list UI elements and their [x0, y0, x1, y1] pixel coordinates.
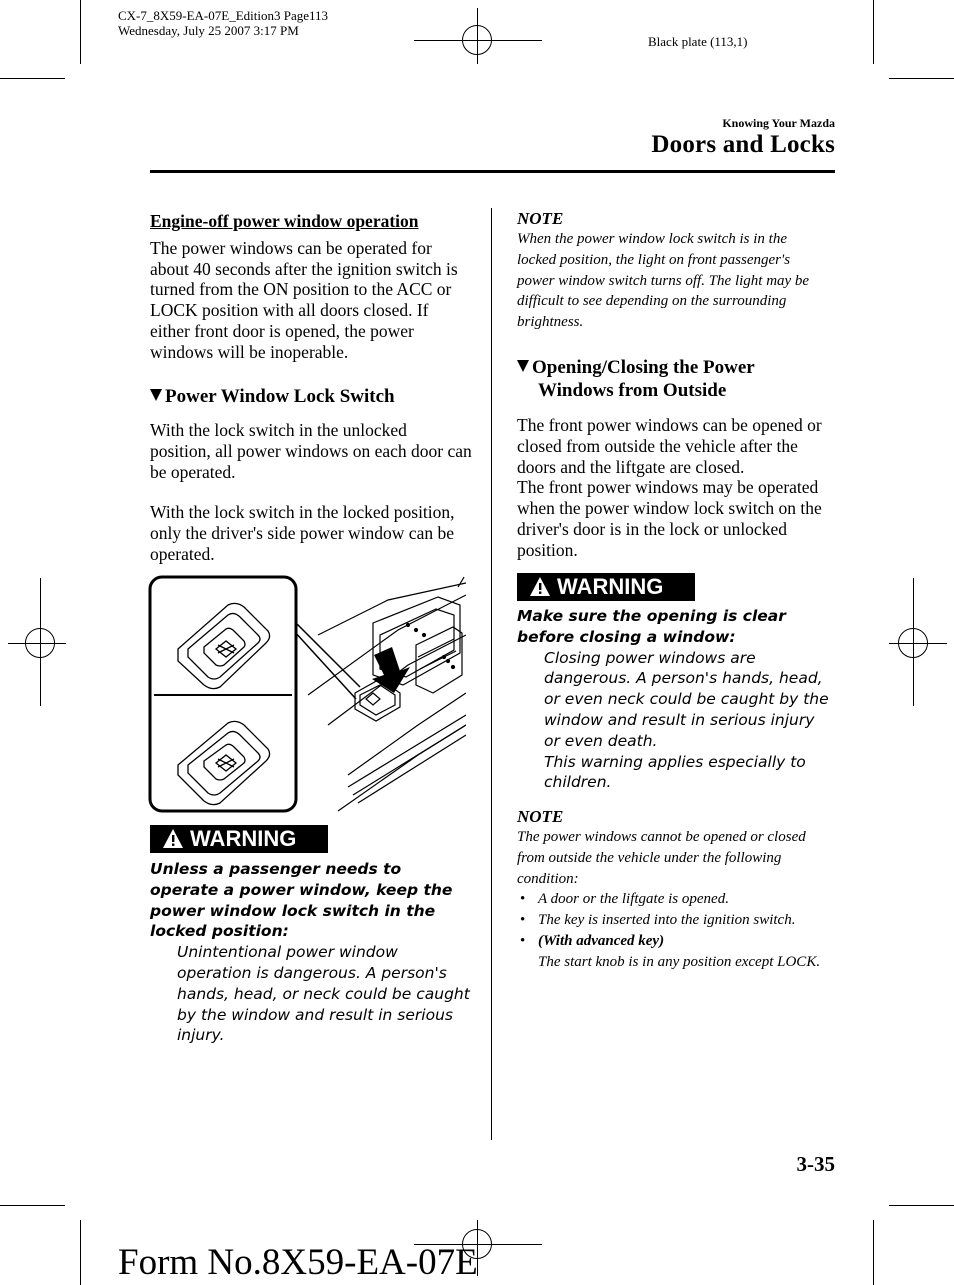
lock-switch-heading-text: Power Window Lock Switch: [165, 386, 395, 407]
warning-text-left: [150, 859, 472, 1046]
engine-off-body: The power windows can be operated for about 40 seconds after the ignition switch is turned from the ON position to the ACC or LOCK position with all doors closed. If either front door is opened, the power windows will be inoperable.: [150, 237, 458, 362]
note2-item3-body: The start knob is in any position except LOCK.: [538, 953, 821, 970]
lock-switch-illustration: [148, 575, 466, 815]
section-label: Knowing Your Mazda: [722, 116, 835, 130]
warning-badge-right: [517, 573, 695, 601]
warning-lead-left: Unless a passenger needs to operate a power window, keep the power window lock switch in the locked position:: [150, 860, 453, 941]
triangle-bullet-icon: [517, 360, 529, 372]
outside-text: [517, 415, 831, 561]
note-block-2: [517, 807, 833, 973]
note1-heading: NOTE: [517, 209, 564, 228]
warning-text-right: [517, 606, 833, 793]
note2-intro: The power windows cannot be opened or closed from outside the vehicle under the following condition:: [517, 829, 806, 887]
note2-item3-head: (With advanced key): [538, 932, 665, 949]
print-slug-line1: CX-7_8X59-EA-07E_Edition3 Page113: [118, 8, 329, 23]
triangle-bullet-icon: [150, 389, 162, 401]
outside-heading: [517, 357, 837, 402]
warning-triangle-icon: [529, 576, 551, 597]
outside-para-2: The front power windows may be operated when the power window lock switch on the driver's door is in the lock or unlocked position.: [517, 477, 822, 560]
header-rule: [150, 170, 835, 173]
print-slug-line2: Wednesday, July 25 2007 3:17 PM: [118, 23, 299, 38]
warning-triangle-icon: [162, 828, 184, 849]
lock-para-2: With the lock switch in the locked position, only the driver's side power window can be operated.: [150, 502, 455, 564]
engine-off-heading: Engine-off power window operation: [150, 211, 419, 231]
note1-body: When the power window lock switch is in the locked position, the light on front passenger's power window switch turns off. The light may be difficult to see depending on the surrounding brightness.: [517, 231, 810, 331]
list-item: • A door or the liftgate is opened.: [517, 889, 833, 910]
lock-switch-text: [150, 420, 472, 565]
list-item: • The key is inserted into the ignition switch.: [517, 910, 833, 931]
warning-lead-right: Make sure the opening is clear before closing a window:: [517, 607, 786, 646]
warning-body-left: Unintentional power window operation is dangerous. A person's hands, head, or neck could be caught by the window and result in serious injury.: [177, 943, 470, 1045]
form-number: Form No.8X59-EA-07E: [118, 1242, 478, 1283]
list-item: [517, 931, 833, 952]
note-block-1: [517, 209, 829, 333]
black-plate-label: Black plate (113,1): [648, 34, 748, 49]
page-number: 3-35: [796, 1152, 835, 1176]
left-column: [150, 211, 470, 363]
page-title: Doors and Locks: [651, 131, 835, 158]
warning-badge-left: [150, 825, 328, 853]
outside-para-1: The front power windows can be opened or closed from outside the vehicle after the doors and the liftgate are closed.: [517, 415, 822, 477]
lock-switch-heading: [150, 386, 395, 409]
warning-label-left: WARNING: [190, 826, 297, 851]
outside-heading-line2: Windows from Outside: [538, 379, 727, 401]
lock-para-1: With the lock switch in the unlocked position, all power windows on each door can be operated.: [150, 420, 472, 482]
warning-body-right-1: Closing power windows are dangerous. A person's hands, head, or even neck could be caught by the window and result in serious injury or even death.: [544, 648, 829, 750]
outside-heading-line1: Opening/Closing the Power: [532, 357, 755, 378]
warning-label-right: WARNING: [557, 574, 664, 599]
column-divider: [491, 208, 492, 1140]
print-slug: [118, 8, 328, 38]
warning-body-right-2: This warning applies especially to children.: [544, 752, 806, 792]
note2-heading: NOTE: [517, 807, 564, 826]
note2-list: [517, 889, 833, 951]
